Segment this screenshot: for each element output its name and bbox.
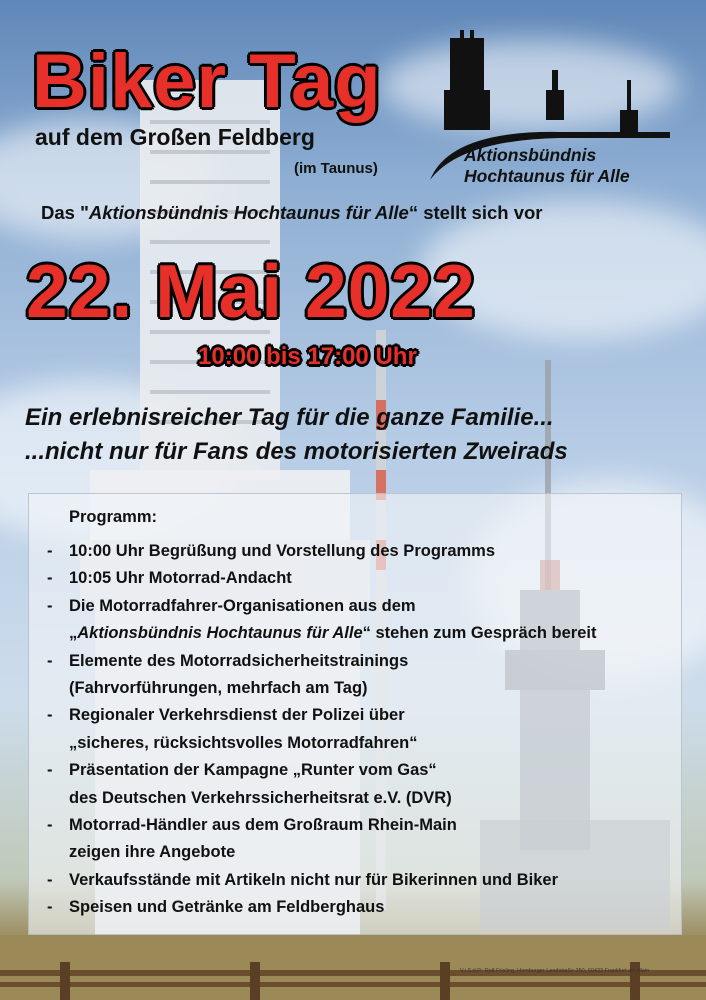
list-item — [29, 593, 681, 648]
item-text: “ stehen zum Gespräch bereit — [362, 624, 597, 643]
item-text: Elemente des Motorradsicherheitstrainings — [69, 651, 409, 670]
bullet-dash: - — [47, 542, 53, 560]
bullet-dash: - — [47, 596, 53, 615]
event-title: Biker Tag — [32, 39, 382, 124]
item-text: (Fahrvorführungen, mehrfach am Tag) — [69, 679, 368, 698]
item-text: Verkaufsstände mit Artikeln nicht nur für Bikerinnen und Biker — [69, 870, 558, 889]
tagline-line1: Ein erlebnisreicher Tag für die ganze Familie... — [25, 404, 554, 431]
bullet-dash: - — [47, 651, 53, 670]
event-date: 22. Mai 2022 — [26, 249, 476, 333]
item-text: 10:00 Uhr Begrüßung und Vorstellung des Programms — [69, 542, 496, 560]
bullet-dash: - — [47, 870, 53, 889]
program-list — [29, 538, 681, 922]
imprint-credit: V.i.S.d.P.: Rolf Frieling, Homburger Landstraße 350, 60433 Frankfurt am Main — [460, 968, 650, 974]
list-item — [29, 538, 681, 565]
item-text: Die Motorradfahrer-Organisationen aus dem — [69, 596, 416, 615]
intro-suffix: “ stellt sich vor — [408, 202, 543, 223]
item-text: Präsentation der Kampagne „Runter vom Gas“ — [69, 761, 437, 780]
item-text: zeigen ihre Angebote — [69, 843, 236, 862]
list-item — [29, 565, 681, 592]
intro-line — [41, 202, 543, 224]
list-item — [29, 867, 681, 894]
list-item — [29, 757, 681, 812]
list-item — [29, 812, 681, 867]
event-time: 10:00 bis 17:00 Uhr — [198, 343, 417, 370]
program-panel — [28, 493, 682, 935]
logo-text-line2: Hochtaunus für Alle — [464, 166, 630, 186]
item-text: des Deutschen Verkehrssicherheitsrat e.V. (DVR) — [69, 788, 452, 807]
bullet-dash: - — [47, 706, 53, 725]
item-text: 10:05 Uhr Motorrad-Andacht — [69, 569, 292, 588]
list-item — [29, 648, 681, 703]
item-text: Regionaler Verkehrsdienst der Polizei über — [69, 706, 405, 725]
bullet-dash: - — [47, 816, 53, 835]
intro-org: Aktionsbündnis Hochtaunus für Alle — [88, 202, 409, 223]
item-text: „ — [69, 624, 78, 643]
list-item — [29, 702, 681, 757]
item-text: Motorrad-Händler aus dem Großraum Rhein-Main — [69, 816, 457, 835]
logo-text-line1: Aktionsbündnis — [464, 145, 597, 165]
list-item — [29, 894, 681, 921]
bullet-dash: - — [47, 898, 53, 917]
intro-prefix: Das " — [41, 202, 89, 223]
event-region: (im Taunus) — [294, 160, 378, 177]
item-text: Speisen und Getränke am Feldberghaus — [69, 898, 385, 917]
item-text: „sicheres, rücksichtsvolles Motorradfahren“ — [69, 733, 418, 752]
bullet-dash: - — [47, 569, 53, 588]
bullet-dash: - — [47, 761, 53, 780]
event-subtitle: auf dem Großen Feldberg — [35, 124, 315, 150]
item-org: Aktionsbündnis Hochtaunus für Alle — [77, 624, 363, 643]
program-heading: Programm: — [69, 508, 158, 526]
tagline-line2: ...nicht nur für Fans des motorisierten Zweirads — [25, 438, 568, 465]
